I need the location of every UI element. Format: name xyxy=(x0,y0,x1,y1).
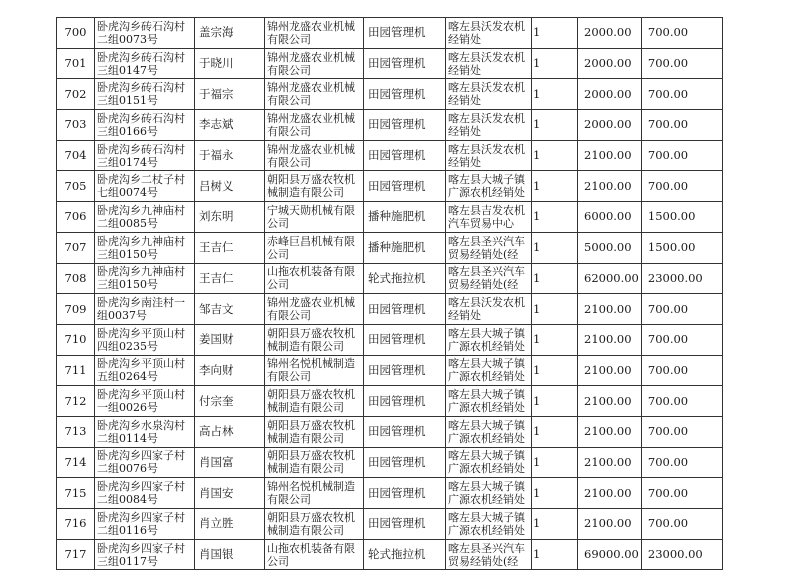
seq-cell: 705 xyxy=(57,171,95,202)
seq-cell: 712 xyxy=(57,386,95,417)
name-cell: 于晓川 xyxy=(195,48,265,79)
name-cell: 邹吉文 xyxy=(195,294,265,325)
price-cell: 2100.00 xyxy=(578,171,642,202)
quantity-cell: 1 xyxy=(532,110,578,141)
address-cell: 卧虎沟乡平顶山村四组0235号 xyxy=(95,324,195,355)
subsidy-cell: 700.00 xyxy=(641,478,722,509)
name-cell: 肖国银 xyxy=(195,539,265,570)
vendor-cell: 锦州龙盛农业机械有限公司 xyxy=(265,294,364,325)
subsidy-cell: 700.00 xyxy=(641,171,722,202)
price-cell: 2000.00 xyxy=(578,110,642,141)
name-cell: 付宗奎 xyxy=(195,386,265,417)
vendor-cell: 朝阳县万盛农牧机械制造有限公司 xyxy=(265,386,364,417)
table-body xyxy=(57,18,723,570)
machine-cell: 田园管理机 xyxy=(364,171,446,202)
quantity-cell: 1 xyxy=(532,324,578,355)
seq-cell: 708 xyxy=(57,263,95,294)
price-cell: 2000.00 xyxy=(578,48,642,79)
dealer-cell: 喀左县大城子镇广源农机经销处 xyxy=(446,478,532,509)
vendor-cell: 朝阳县万盛农牧机械制造有限公司 xyxy=(265,509,364,540)
seq-cell: 707 xyxy=(57,232,95,263)
table-row xyxy=(57,202,723,233)
seq-cell: 715 xyxy=(57,478,95,509)
quantity-cell: 1 xyxy=(532,294,578,325)
address-cell: 卧虎沟乡二杖子村七组0074号 xyxy=(95,171,195,202)
quantity-cell: 1 xyxy=(532,79,578,110)
quantity-cell: 1 xyxy=(532,509,578,540)
machine-cell: 轮式拖拉机 xyxy=(364,539,446,570)
seq-cell: 703 xyxy=(57,110,95,141)
machine-cell: 田园管理机 xyxy=(364,140,446,171)
vendor-cell: 山拖农机装备有限公司 xyxy=(265,263,364,294)
machine-cell: 轮式拖拉机 xyxy=(364,263,446,294)
subsidy-cell: 700.00 xyxy=(641,110,722,141)
price-cell: 2100.00 xyxy=(578,416,642,447)
name-cell: 李向财 xyxy=(195,355,265,386)
vendor-cell: 锦州龙盛农业机械有限公司 xyxy=(265,110,364,141)
name-cell: 肖国富 xyxy=(195,447,265,478)
dealer-cell: 喀左县沃发农机经销处 xyxy=(446,48,532,79)
machine-cell: 田园管理机 xyxy=(364,386,446,417)
name-cell: 肖立胜 xyxy=(195,509,265,540)
dealer-cell: 喀左县沃发农机经销处 xyxy=(446,79,532,110)
quantity-cell: 1 xyxy=(532,263,578,294)
vendor-cell: 锦州龙盛农业机械有限公司 xyxy=(265,48,364,79)
quantity-cell: 1 xyxy=(532,171,578,202)
machine-cell: 田园管理机 xyxy=(364,79,446,110)
name-cell: 肖国安 xyxy=(195,478,265,509)
table-row xyxy=(57,140,723,171)
subsidy-cell: 1500.00 xyxy=(641,202,722,233)
subsidy-cell: 700.00 xyxy=(641,18,722,49)
name-cell: 于福宗 xyxy=(195,79,265,110)
subsidy-cell: 700.00 xyxy=(641,48,722,79)
seq-cell: 716 xyxy=(57,509,95,540)
table-row xyxy=(57,171,723,202)
subsidy-cell: 23000.00 xyxy=(641,263,722,294)
address-cell: 卧虎沟乡四家子村三组0117号 xyxy=(95,539,195,570)
machine-cell: 田园管理机 xyxy=(364,48,446,79)
price-cell: 2100.00 xyxy=(578,509,642,540)
address-cell: 卧虎沟乡九神庙村三组0150号 xyxy=(95,232,195,263)
table-row xyxy=(57,110,723,141)
address-cell: 卧虎沟乡平顶山村一组0026号 xyxy=(95,386,195,417)
vendor-cell: 锦州名悦机械制造有限公司 xyxy=(265,478,364,509)
name-cell: 李志斌 xyxy=(195,110,265,141)
table-row xyxy=(57,48,723,79)
name-cell: 刘东明 xyxy=(195,202,265,233)
subsidy-cell: 700.00 xyxy=(641,79,722,110)
address-cell: 卧虎沟乡四家子村二组0084号 xyxy=(95,478,195,509)
quantity-cell: 1 xyxy=(532,478,578,509)
vendor-cell: 锦州龙盛农业机械有限公司 xyxy=(265,140,364,171)
dealer-cell: 喀左县大城子镇广源农机经销处 xyxy=(446,416,532,447)
table-row xyxy=(57,263,723,294)
price-cell: 2100.00 xyxy=(578,324,642,355)
price-cell: 69000.00 xyxy=(578,539,642,570)
vendor-cell: 山拖农机装备有限公司 xyxy=(265,539,364,570)
vendor-cell: 朝阳县万盛农牧机械制造有限公司 xyxy=(265,171,364,202)
quantity-cell: 1 xyxy=(532,202,578,233)
vendor-cell: 锦州龙盛农业机械有限公司 xyxy=(265,79,364,110)
machine-cell: 田园管理机 xyxy=(364,355,446,386)
table-row xyxy=(57,447,723,478)
address-cell: 卧虎沟乡九神庙村三组0150号 xyxy=(95,263,195,294)
seq-cell: 701 xyxy=(57,48,95,79)
subsidy-cell: 700.00 xyxy=(641,324,722,355)
seq-cell: 700 xyxy=(57,18,95,49)
dealer-cell: 喀左县沃发农机经销处 xyxy=(446,18,532,49)
machine-cell: 田园管理机 xyxy=(364,509,446,540)
table-row xyxy=(57,18,723,49)
quantity-cell: 1 xyxy=(532,447,578,478)
table-row xyxy=(57,232,723,263)
vendor-cell: 朝阳县万盛农牧机械制造有限公司 xyxy=(265,324,364,355)
dealer-cell: 喀左县大城子镇广源农机经销处 xyxy=(446,324,532,355)
address-cell: 卧虎沟乡九神庙村二组0085号 xyxy=(95,202,195,233)
quantity-cell: 1 xyxy=(532,355,578,386)
table-row xyxy=(57,294,723,325)
subsidy-cell: 23000.00 xyxy=(641,539,722,570)
dealer-cell: 喀左县圣兴汽车贸易经销处(经 xyxy=(446,263,532,294)
dealer-cell: 喀左县大城子镇广源农机经销处 xyxy=(446,447,532,478)
vendor-cell: 锦州名悦机械制造有限公司 xyxy=(265,355,364,386)
price-cell: 2100.00 xyxy=(578,386,642,417)
address-cell: 卧虎沟乡四家子村二组0076号 xyxy=(95,447,195,478)
machine-cell: 田园管理机 xyxy=(364,18,446,49)
quantity-cell: 1 xyxy=(532,18,578,49)
machine-cell: 田园管理机 xyxy=(364,447,446,478)
name-cell: 高占林 xyxy=(195,416,265,447)
address-cell: 卧虎沟乡四家子村二组0116号 xyxy=(95,509,195,540)
quantity-cell: 1 xyxy=(532,416,578,447)
table-row xyxy=(57,355,723,386)
table-row xyxy=(57,79,723,110)
name-cell: 王吉仁 xyxy=(195,232,265,263)
machine-cell: 播种施肥机 xyxy=(364,232,446,263)
machine-cell: 播种施肥机 xyxy=(364,202,446,233)
price-cell: 5000.00 xyxy=(578,232,642,263)
seq-cell: 713 xyxy=(57,416,95,447)
address-cell: 卧虎沟乡砖石沟村二组0073号 xyxy=(95,18,195,49)
subsidy-cell: 700.00 xyxy=(641,294,722,325)
machine-cell: 田园管理机 xyxy=(364,110,446,141)
table-row xyxy=(57,386,723,417)
dealer-cell: 喀左县圣兴汽车贸易经销处(经 xyxy=(446,232,532,263)
price-cell: 2100.00 xyxy=(578,140,642,171)
price-cell: 62000.00 xyxy=(578,263,642,294)
dealer-cell: 喀左县圣兴汽车贸易经销处(经 xyxy=(446,539,532,570)
seq-cell: 710 xyxy=(57,324,95,355)
dealer-cell: 喀左县沃发农机经销处 xyxy=(446,294,532,325)
subsidy-cell: 700.00 xyxy=(641,416,722,447)
subsidy-cell: 700.00 xyxy=(641,509,722,540)
address-cell: 卧虎沟乡砖石沟村三组0151号 xyxy=(95,79,195,110)
vendor-cell: 锦州龙盛农业机械有限公司 xyxy=(265,18,364,49)
address-cell: 卧虎沟乡南洼村一组0037号 xyxy=(95,294,195,325)
subsidy-cell: 1500.00 xyxy=(641,232,722,263)
name-cell: 吕树义 xyxy=(195,171,265,202)
quantity-cell: 1 xyxy=(532,539,578,570)
subsidy-cell: 700.00 xyxy=(641,355,722,386)
table-row xyxy=(57,539,723,570)
dealer-cell: 喀左县沃发农机经销处 xyxy=(446,110,532,141)
subsidy-cell: 700.00 xyxy=(641,140,722,171)
vendor-cell: 朝阳县万盛农牧机械制造有限公司 xyxy=(265,447,364,478)
name-cell: 盖宗海 xyxy=(195,18,265,49)
table-row xyxy=(57,478,723,509)
table-row xyxy=(57,324,723,355)
price-cell: 2100.00 xyxy=(578,447,642,478)
seq-cell: 702 xyxy=(57,79,95,110)
dealer-cell: 喀左县大城子镇广源农机经销处 xyxy=(446,386,532,417)
machine-cell: 田园管理机 xyxy=(364,324,446,355)
dealer-cell: 喀左县大城子镇广源农机经销处 xyxy=(446,509,532,540)
price-cell: 2000.00 xyxy=(578,79,642,110)
seq-cell: 711 xyxy=(57,355,95,386)
table-row xyxy=(57,416,723,447)
address-cell: 卧虎沟乡水泉沟村二组0114号 xyxy=(95,416,195,447)
subsidy-table xyxy=(56,17,723,570)
name-cell: 于福永 xyxy=(195,140,265,171)
price-cell: 2100.00 xyxy=(578,294,642,325)
machine-cell: 田园管理机 xyxy=(364,416,446,447)
price-cell: 2000.00 xyxy=(578,18,642,49)
seq-cell: 709 xyxy=(57,294,95,325)
dealer-cell: 喀左县吉发农机汽车贸易中心 xyxy=(446,202,532,233)
name-cell: 王吉仁 xyxy=(195,263,265,294)
vendor-cell: 朝阳县万盛农牧机械制造有限公司 xyxy=(265,416,364,447)
quantity-cell: 1 xyxy=(532,386,578,417)
price-cell: 6000.00 xyxy=(578,202,642,233)
machine-cell: 田园管理机 xyxy=(364,294,446,325)
table-row xyxy=(57,509,723,540)
subsidy-cell: 700.00 xyxy=(641,386,722,417)
quantity-cell: 1 xyxy=(532,48,578,79)
address-cell: 卧虎沟乡砖石沟村三组0166号 xyxy=(95,110,195,141)
seq-cell: 704 xyxy=(57,140,95,171)
seq-cell: 717 xyxy=(57,539,95,570)
name-cell: 姜国财 xyxy=(195,324,265,355)
machine-cell: 田园管理机 xyxy=(364,478,446,509)
vendor-cell: 宁城天勋机械有限公司 xyxy=(265,202,364,233)
quantity-cell: 1 xyxy=(532,232,578,263)
address-cell: 卧虎沟乡砖石沟村三组0147号 xyxy=(95,48,195,79)
quantity-cell: 1 xyxy=(532,140,578,171)
dealer-cell: 喀左县沃发农机经销处 xyxy=(446,140,532,171)
subsidy-cell: 700.00 xyxy=(641,447,722,478)
seq-cell: 714 xyxy=(57,447,95,478)
dealer-cell: 喀左县大城子镇广源农机经销处 xyxy=(446,355,532,386)
address-cell: 卧虎沟乡平顶山村五组0264号 xyxy=(95,355,195,386)
dealer-cell: 喀左县大城子镇广源农机经销处 xyxy=(446,171,532,202)
vendor-cell: 赤峰巨昌机械有限公司 xyxy=(265,232,364,263)
price-cell: 2100.00 xyxy=(578,355,642,386)
price-cell: 2100.00 xyxy=(578,478,642,509)
address-cell: 卧虎沟乡砖石沟村三组0174号 xyxy=(95,140,195,171)
seq-cell: 706 xyxy=(57,202,95,233)
